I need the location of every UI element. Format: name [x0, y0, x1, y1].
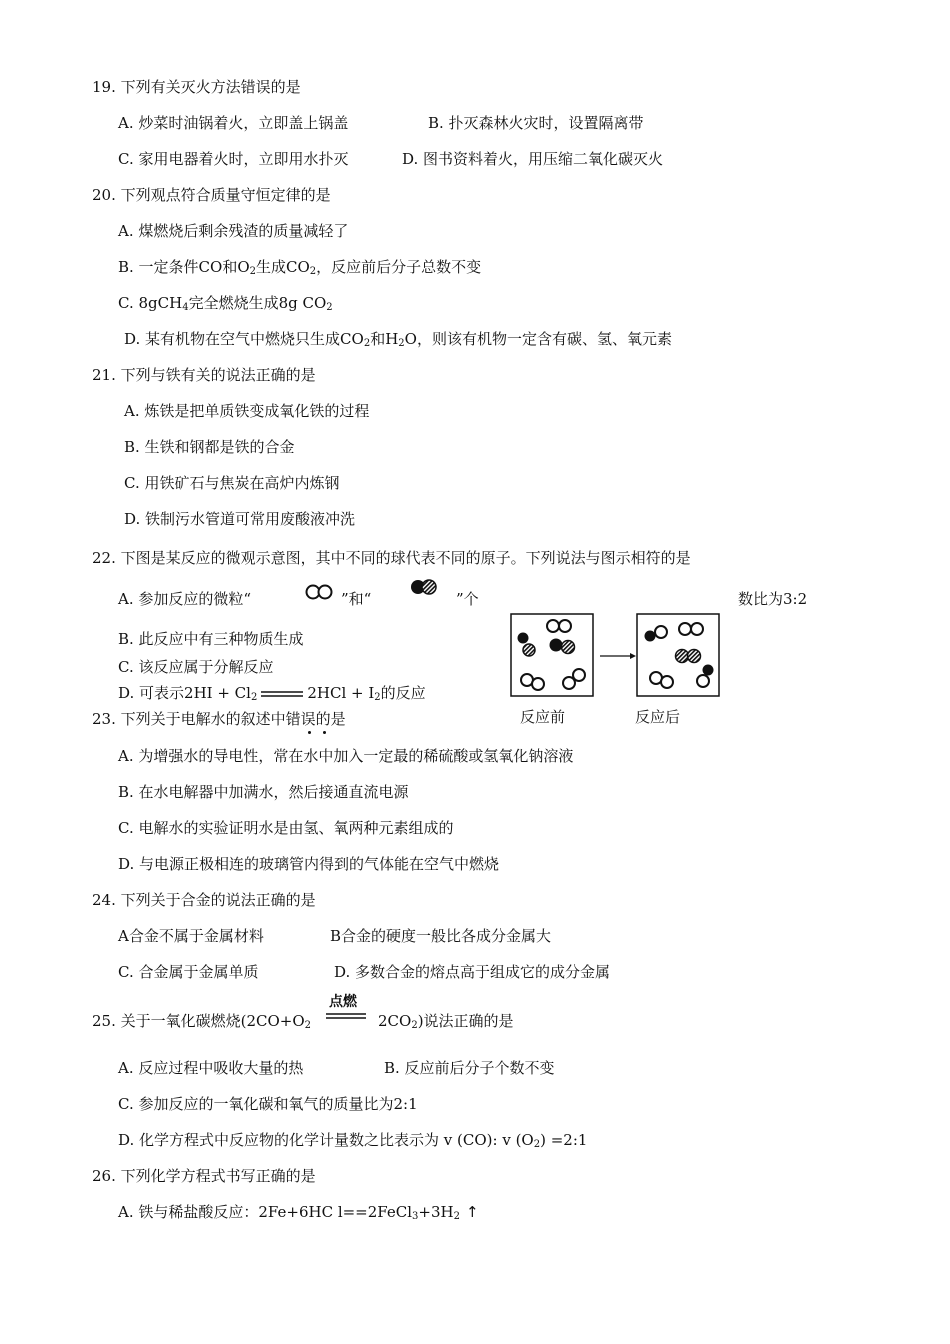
subscript: 2 [363, 338, 371, 349]
reaction-arrow-head [630, 653, 636, 659]
subscript: 2 [250, 692, 258, 703]
q24-option-d: D. 多数合金的熔点高于组成它的成分金属 [334, 963, 611, 981]
black-hatched-molecule-icon [406, 576, 442, 598]
q25-stem-pre-text: 25. 关于一氧化碳燃烧(2CO+O [92, 1012, 305, 1030]
subscript: 2 [304, 1020, 312, 1031]
q21-option-b: B. 生铁和钢都是铁的合金 [124, 438, 295, 456]
q25-d-pre: D. 化学方程式中反应物的化学计量数之比表示为 v (CO): v (O [118, 1131, 534, 1149]
q22-option-a-mid: ”和“ [341, 590, 372, 608]
q23-option-c: C. 电解水的实验证明水是由氢、氧两种元素组成的 [118, 819, 454, 837]
q19-option-c: C. 家用电器着火时，立即用水扑灭 [118, 150, 349, 168]
q25-stem-post [378, 1011, 514, 1031]
q23-stem-emphasis: 错误 [285, 710, 316, 728]
subscript: 2 [249, 266, 257, 277]
q22-option-a-end: 数比为3:2 [738, 590, 808, 608]
diagram-label-before: 反应前 [520, 708, 566, 726]
q20-option-b [118, 257, 481, 277]
q23-option-b: B. 在水电解器中加满水，然后接通直流电源 [118, 783, 409, 801]
subscript: 2 [309, 266, 317, 277]
q22-option-a-post: ”个 [456, 590, 479, 608]
q24-option-c: C. 合金属于金属单质 [118, 963, 259, 981]
q22-option-b: B. 此反应中有三种物质生成 [118, 630, 304, 648]
q24-option-a: A合金不属于金属材料 [118, 927, 264, 945]
q23-option-d: D. 与电源正极相连的玻璃管内得到的气体能在空气中燃烧 [118, 855, 500, 873]
q19-option-a: A. 炒菜时油锅着火，立即盖上锅盖 [118, 114, 349, 132]
reaction-diagram [505, 610, 725, 700]
q21-option-a: A. 炼铁是把单质铁变成氧化铁的过程 [124, 402, 370, 420]
q20-option-c [118, 293, 333, 313]
q19-stem: 19. 下列有关灭火方法错误的是 [92, 78, 301, 96]
subscript: 3 [412, 1211, 419, 1222]
q25-stem-mid: 2CO [378, 1012, 412, 1030]
q22-d-post: 的反应 [380, 684, 426, 702]
q20-d-mid: 和H [370, 330, 399, 348]
q25-option-a: A. 反应过程中吸收大量的热 [118, 1059, 304, 1077]
q25-condition: 点燃 [329, 994, 357, 1010]
subscript: 2 [533, 1139, 541, 1150]
subscript: 2 [453, 1211, 460, 1222]
q19-option-b: B. 扑灭森林火灾时，设置隔离带 [428, 114, 644, 132]
q22-stem: 22. 下图是某反应的微观示意图，其中不同的球代表不同的原子。下列说法与图示相符的是 [92, 549, 691, 567]
q22-option-a-pre: A. 参加反应的微粒“ [118, 590, 252, 608]
q25-stem-pre [92, 1011, 311, 1031]
subscript: 2 [374, 692, 381, 703]
subscript: 2 [326, 302, 333, 313]
q23-stem [92, 709, 346, 729]
q21-option-c: C. 用铁矿石与焦炭在高炉内炼钢 [124, 474, 340, 492]
q20-d-post: O，则该有机物一定含有碳、氢、氧元素 [404, 330, 672, 348]
q25-stem-post-text: )说法正确的是 [417, 1012, 514, 1030]
q23-stem-post: 的是 [315, 710, 346, 728]
q22-option-d [118, 683, 426, 703]
subscript: 2 [398, 338, 405, 349]
q21-stem: 21. 下列与铁有关的说法正确的是 [92, 366, 316, 384]
emphasis-dot [308, 731, 311, 734]
q22-d-pre: D. 可表示2HI + Cl [118, 684, 251, 702]
q20-b-pre: B. 一定条件CO和O [118, 258, 250, 276]
subscript: 2 [411, 1020, 418, 1031]
q20-stem: 20. 下列观点符合质量守恒定律的是 [92, 186, 331, 204]
q25-d-post: ) =2:1 [540, 1131, 588, 1149]
q20-d-pre: D. 某有机物在空气中燃烧只生成CO [124, 330, 364, 348]
q20-option-a: A. 煤燃烧后剩余残渣的质量减轻了 [118, 222, 349, 240]
q21-option-d: D. 铁制污水管道可常用废酸液冲洗 [124, 510, 356, 528]
q26-a-pre: A. 铁与稀盐酸反应：2Fe+6HC l==2FeCl [118, 1203, 413, 1221]
emphasis-dot [323, 731, 326, 734]
white-molecule-icon [303, 582, 337, 602]
q20-option-d [124, 329, 672, 349]
q20-b-post: ，反应前后分子总数不变 [316, 258, 482, 276]
q20-c-post: 完全燃烧生成8g CO [188, 294, 327, 312]
q26-a-mid: +3H [418, 1203, 454, 1221]
q19-option-d: D. 图书资料着火，用压缩二氧化碳灭火 [402, 150, 664, 168]
q20-b-mid: 生成CO [256, 258, 310, 276]
q22-option-c: C. 该反应属于分解反应 [118, 658, 274, 676]
q23-stem-pre: 23. 下列关于电解水的叙述中 [92, 710, 286, 728]
q25-option-d [118, 1130, 587, 1150]
subscript: 4 [182, 302, 189, 313]
q20-c-pre: C. 8gCH [118, 294, 183, 312]
q25-option-c: C. 参加反应的一氧化碳和氧气的质量比为2:1 [118, 1095, 418, 1113]
equals-sign-icon [259, 689, 305, 699]
q24-option-b: B合金的硬度一般比各成分金属大 [330, 927, 552, 945]
condition-equals-icon [324, 1011, 368, 1021]
q22-d-mid: 2HCl + I [307, 684, 375, 702]
q24-stem: 24. 下列关于合金的说法正确的是 [92, 891, 316, 909]
q25-option-b: B. 反应前后分子个数不变 [384, 1059, 555, 1077]
gas-arrow-icon: ↑ [466, 1203, 479, 1221]
diagram-label-after: 反应后 [635, 708, 681, 726]
q23-option-a: A. 为增强水的导电性，常在水中加入一定最的稀硫酸或氢氧化钠溶液 [118, 747, 574, 765]
q26-stem: 26. 下列化学方程式书写正确的是 [92, 1167, 316, 1185]
q26-option-a [118, 1202, 479, 1222]
